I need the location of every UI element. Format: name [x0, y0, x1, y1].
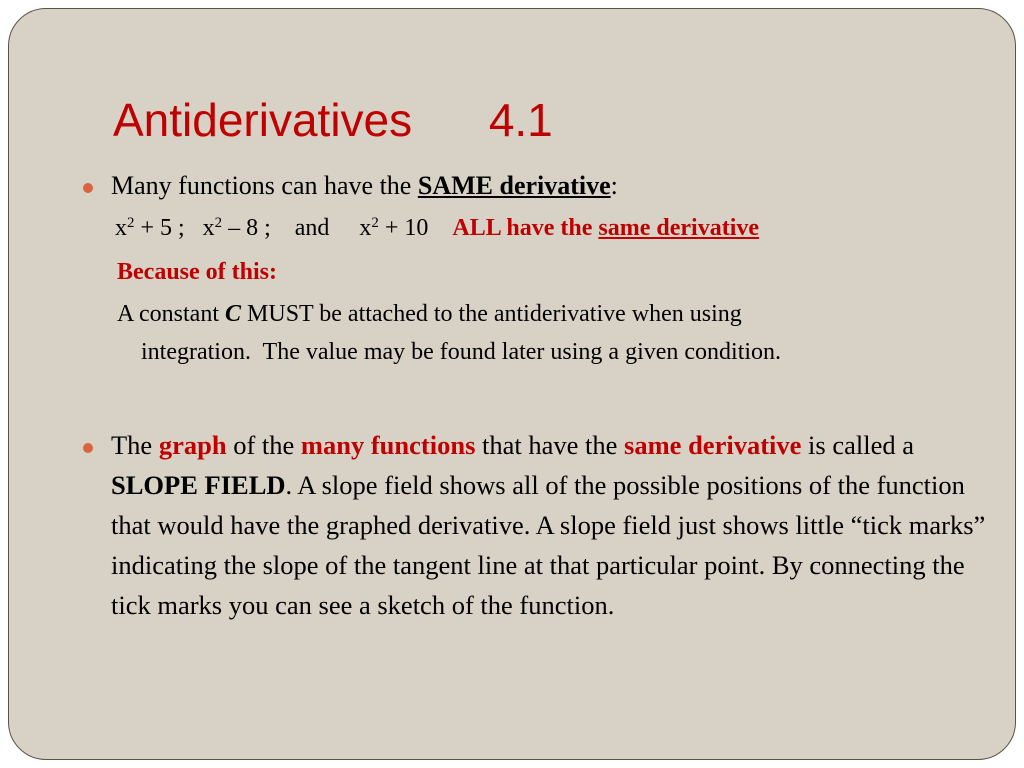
- same-derivative-emphasis-2: same derivative: [624, 430, 802, 460]
- example-3-base: x: [359, 215, 372, 241]
- p2-text-5: . A slope field shows all of the possible positions of the function that would have the graphed derivative. A slope field just shows little “tick marks” indicating the slope of the tangent line at that particular point. By connecting the tick marks you can see a sketch of the function.: [111, 470, 986, 620]
- because-of-this: Because of this:: [117, 259, 277, 285]
- slope-field-paragraph: [111, 425, 991, 625]
- example-1-rest: + 5 ;: [134, 215, 203, 241]
- constant-c: C: [225, 301, 242, 327]
- constant-text-b: MUST be attached to the antiderivative when using: [241, 301, 742, 327]
- same-derivative-red: same derivative: [598, 215, 760, 241]
- example-3-exponent: 2: [371, 214, 379, 231]
- slide-title: Antiderivatives 4.1: [113, 94, 553, 146]
- example-2-exponent: 2: [214, 214, 223, 231]
- p2-text-2: of the: [226, 430, 301, 460]
- bullet-1-colon: :: [610, 171, 618, 200]
- example-2-base: x: [202, 215, 215, 241]
- p2-text-3: that have the: [475, 430, 625, 460]
- bullet-1-lead: Many functions can have the: [111, 171, 418, 200]
- bullet-dot-1: [83, 183, 93, 193]
- bullet-dot-2: [83, 443, 93, 453]
- constant-text-a: A constant: [117, 301, 225, 327]
- graph-emphasis: graph: [158, 430, 227, 460]
- example-1-base: x: [115, 215, 127, 241]
- example-3-rest: + 10: [378, 215, 453, 241]
- slide: [8, 8, 1016, 760]
- slope-field-emphasis: SLOPE FIELD: [111, 470, 286, 500]
- example-1-exponent: 2: [127, 214, 135, 231]
- constant-line-2: integration. The value may be found later using a given condition.: [141, 339, 782, 365]
- constant-line-1: [117, 301, 742, 328]
- example-functions-line: [115, 215, 759, 242]
- same-derivative-emphasis: SAME derivative: [417, 171, 611, 200]
- p2-text-1: The: [111, 430, 159, 460]
- p2-text-4: is called a: [801, 430, 914, 460]
- all-have-the-text: ALL have the: [452, 215, 599, 241]
- example-2-rest: – 8 ; and: [222, 215, 360, 241]
- bullet-1-text: [111, 171, 618, 201]
- many-functions-emphasis: many functions: [300, 430, 476, 460]
